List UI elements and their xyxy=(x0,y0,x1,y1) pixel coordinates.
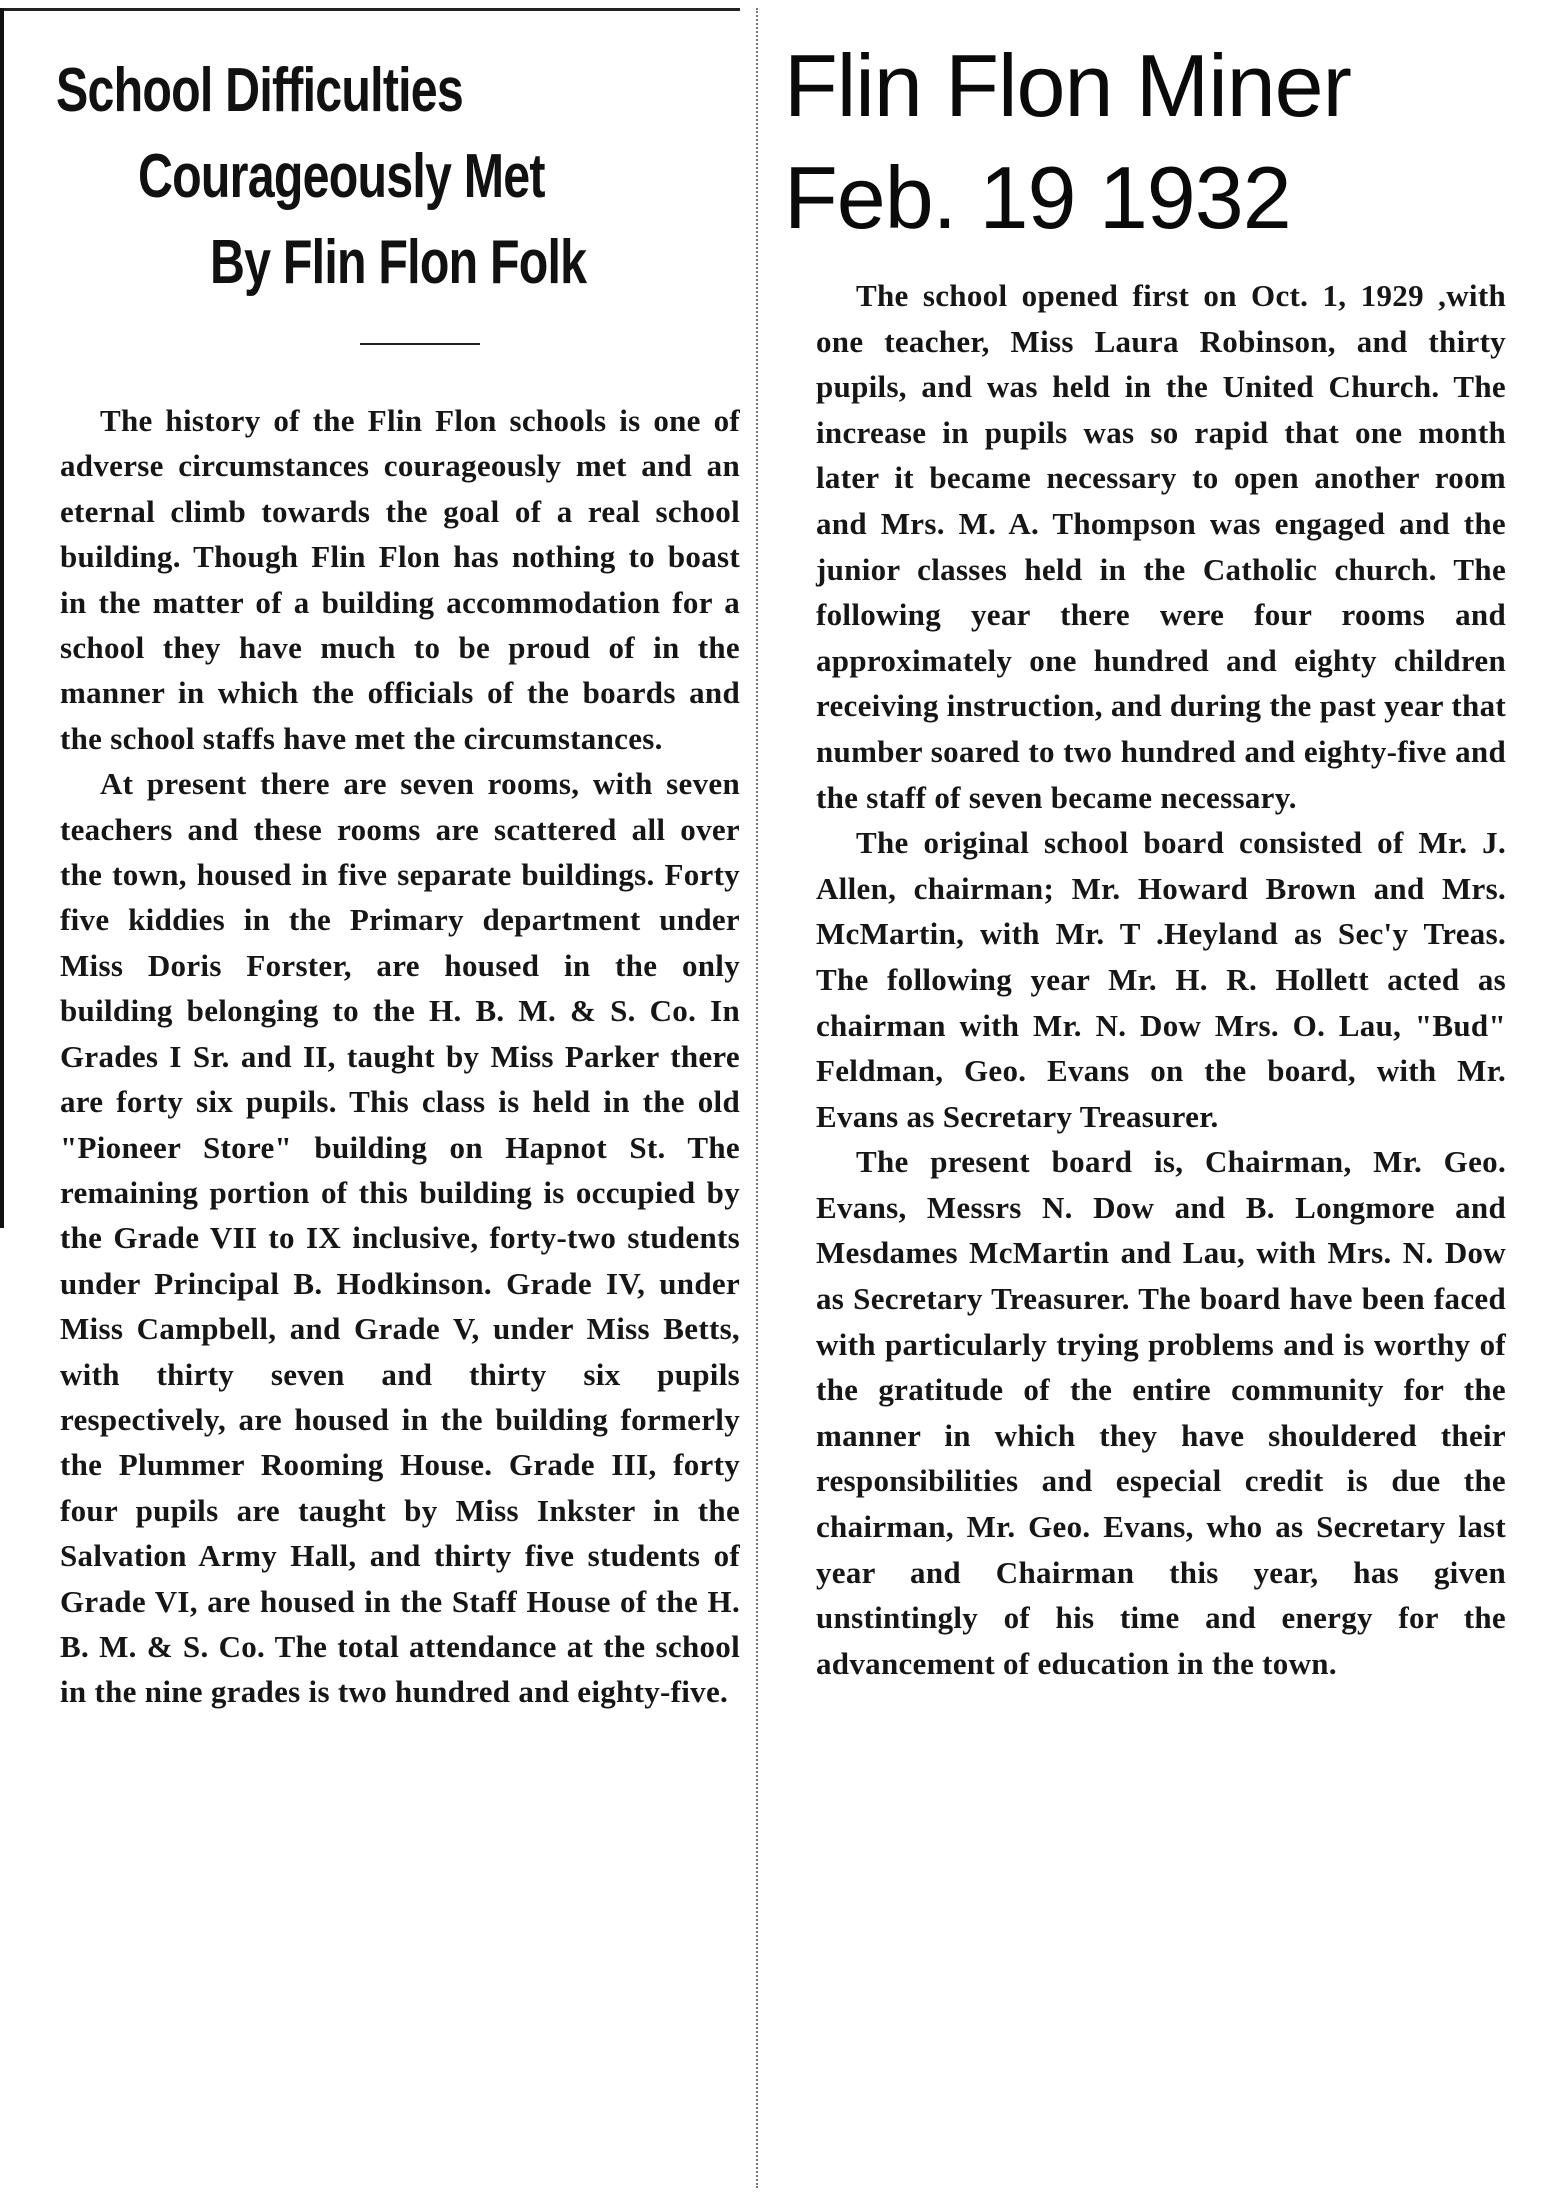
article-headline xyxy=(40,48,740,306)
article-paragraph: The school opened first on Oct. 1, 1929 ,with one teacher, Miss Laura Robinson, and thirty pupils, and was held in the United Church. The increase in pupils was so rapid that one month later it became necessary to open another room and Mrs. M. A. Thompson was engaged and the junior classes held in the Catholic church. The following year there were four rooms and approximately one hundred and eighty children receiving instruction, and during the past year that number soared to two hundred and eighty-five and the staff of seven became necessary. xyxy=(816,278,1506,815)
top-rule xyxy=(4,8,740,11)
column-divider xyxy=(756,8,758,2188)
headline-line-3: By Flin Flon Folk xyxy=(210,228,587,297)
publication-date: Feb. 19 1932 xyxy=(784,148,1291,247)
headline-line-2: Courageously Met xyxy=(138,142,545,211)
article-paragraph: At present there are seven rooms, with seven teachers and these rooms are scattered all over the town, housed in five separate buildings. Forty five kiddies in the Primary department under Miss Doris Forster, are housed in the only building belonging to the H. B. M. & S. Co. In Grades I Sr. and II, taught by Miss Parker there are forty six pupils. This class is held in the old "Pioneer Store" building on Hapnot St. The remaining portion of this building is occupied by the Grade VII to IX inclusive, forty-two students under Principal B. Hodkinson. Grade IV, under Miss Campbell, and Grade V, under Miss Betts, with thirty seven and thirty six pupils respectively, are housed in the building formerly the Plummer Rooming House. Grade III, forty four pupils are taught by Miss Inkster in the Salvation Army Hall, and thirty five students of Grade VI, are housed in the Staff House of the H. B. M. & S. Co. The total attendance at the school in the nine grades is two hundred and eighty-five. xyxy=(60,766,740,1710)
newspaper-name: Flin Flon Miner xyxy=(784,36,1351,135)
article-paragraph: The present board is, Chairman, Mr. Geo. Evans, Messrs N. Dow and B. Longmore and Mesdames McMartin and Lau, with Mrs. N. Dow as Secretary Treasurer. The board have been faced with particularly trying problems and is worthy of the gratitude of the entire community for the manner in which they have shouldered their responsibilities and especial credit is due the chairman, Mr. Geo. Evans, who as Secretary last year and Chairman this year, has given unstintingly of his time and energy for the advancement of education in the town. xyxy=(816,1144,1506,1681)
left-margin-bar xyxy=(0,8,4,1228)
masthead xyxy=(784,30,1524,254)
article-column-left xyxy=(60,398,740,1715)
headline-line-1: School Difficulties xyxy=(56,56,464,125)
article-paragraph: The original school board consisted of Mr. J. Allen, chairman; Mr. Howard Brown and Mrs. McMartin, with Mr. T .Heyland as Sec'y Treas. The following year Mr. H. R. Hollett acted as chairman with Mr. N. Dow Mrs. O. Lau, "Bud" Feldman, Geo. Evans on the board, with Mr. Evans as Secretary Treasurer. xyxy=(816,825,1506,1134)
headline-rule xyxy=(360,343,480,345)
article-column-right xyxy=(816,273,1506,1686)
article-paragraph: The history of the Flin Flon schools is one of adverse circumstances courageously met and an eternal climb towards the goal of a real school building. Though Flin Flon has nothing to boast in the matter of a building accommodation for a school they have much to be proud of in the manner in which the officials of the boards and the school staffs have met the circumstances. xyxy=(60,403,740,756)
